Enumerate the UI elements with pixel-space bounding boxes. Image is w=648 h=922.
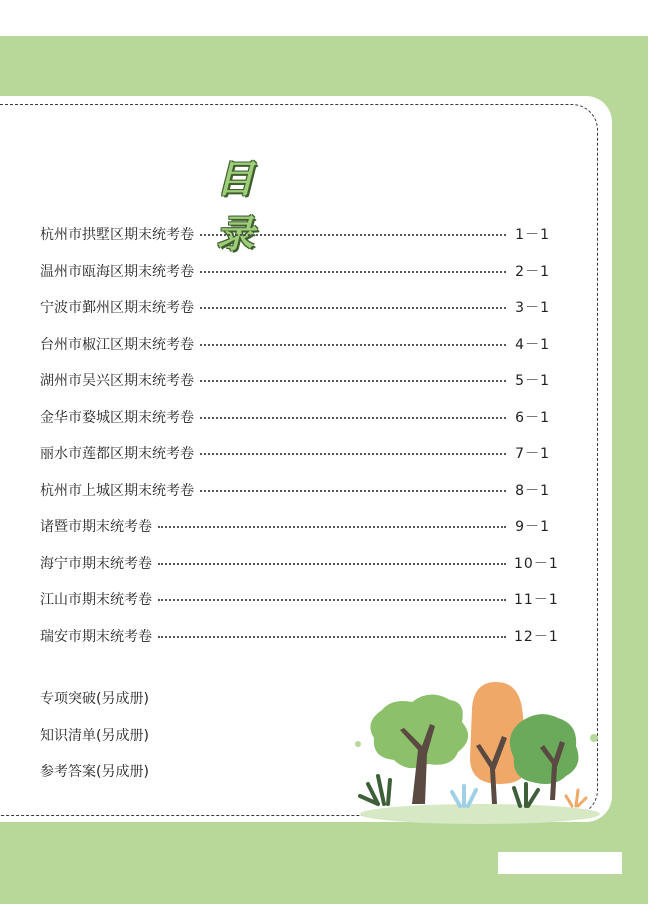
leader-dots [158,526,506,528]
toc-entry[interactable] [40,216,550,253]
toc-entry[interactable] [40,326,550,363]
toc-entry[interactable] [40,545,559,582]
leader-dots [200,453,506,455]
toc-entry-page: 1－1 [515,227,550,244]
leader-dots [200,380,506,382]
toc-entry[interactable] [40,618,559,655]
toc-entry-page: 4－1 [515,336,550,353]
orange-plant [566,790,586,806]
toc-entry-title: 丽水市莲都区期末统考卷 [40,446,194,463]
ground-shadow [360,804,600,824]
toc-entry[interactable] [40,435,550,472]
toc-entry[interactable] [40,508,550,545]
left-grass [360,776,390,804]
footer-label-box [498,852,622,874]
decor-dot [590,734,598,742]
toc-entry-title: 诸暨市期末统考卷 [40,519,152,536]
toc-entry-page: 12－1 [514,628,559,645]
toc-entry-title: 杭州市上城区期末统考卷 [40,482,194,499]
supplement-item[interactable]: 专项突破(另成册) [40,691,149,707]
toc-entry[interactable] [40,399,550,436]
decor-dot [355,741,361,747]
toc-entry-page: 2－1 [515,263,550,280]
toc-entry-page: 8－1 [515,482,550,499]
page-title: 目 录 [216,157,285,256]
supplement-item[interactable]: 参考答案(另成册) [40,764,149,780]
toc-entry-page: 9－1 [515,519,550,536]
trees-illustration [352,680,600,828]
leader-dots [200,271,506,273]
blue-plant [452,786,476,806]
toc-entry-page: 10－1 [514,555,559,572]
toc-entry-page: 3－1 [515,300,550,317]
supplementary-list [40,686,149,796]
leader-dots [200,234,506,236]
toc-entry-page: 11－1 [514,592,559,609]
toc-entry-title: 金华市婺城区期末统考卷 [40,409,194,426]
toc-entry-title: 台州市椒江区期末统考卷 [40,336,194,353]
toc-entry-page: 6－1 [515,409,550,426]
leader-dots [158,636,506,638]
leader-dots [200,490,506,492]
toc-entry-title: 瑞安市期末统考卷 [40,628,152,645]
toc-entry-page: 7－1 [515,446,550,463]
toc-entry[interactable] [40,362,550,399]
toc-entry-title: 杭州市拱墅区期末统考卷 [40,227,194,244]
toc-entry[interactable] [40,253,550,290]
leader-dots [158,563,506,565]
toc-entry-page: 5－1 [515,373,550,390]
toc-entry-title: 海宁市期末统考卷 [40,555,152,572]
table-of-contents [40,216,559,654]
supplement-item[interactable]: 知识清单(另成册) [40,727,149,744]
toc-entry-title: 江山市期末统考卷 [40,592,152,609]
middle-grass [514,784,538,806]
toc-entry-title: 宁波市鄞州区期末统考卷 [40,300,194,317]
leader-dots [158,599,506,601]
toc-entry-title: 温州市瓯海区期末统考卷 [40,263,194,280]
leader-dots [200,344,506,346]
toc-entry[interactable] [40,581,559,618]
toc-entry[interactable] [40,472,550,509]
toc-entry-title: 湖州市吴兴区期末统考卷 [40,373,194,390]
leader-dots [200,417,506,419]
leader-dots [200,307,506,309]
toc-entry[interactable] [40,289,550,326]
